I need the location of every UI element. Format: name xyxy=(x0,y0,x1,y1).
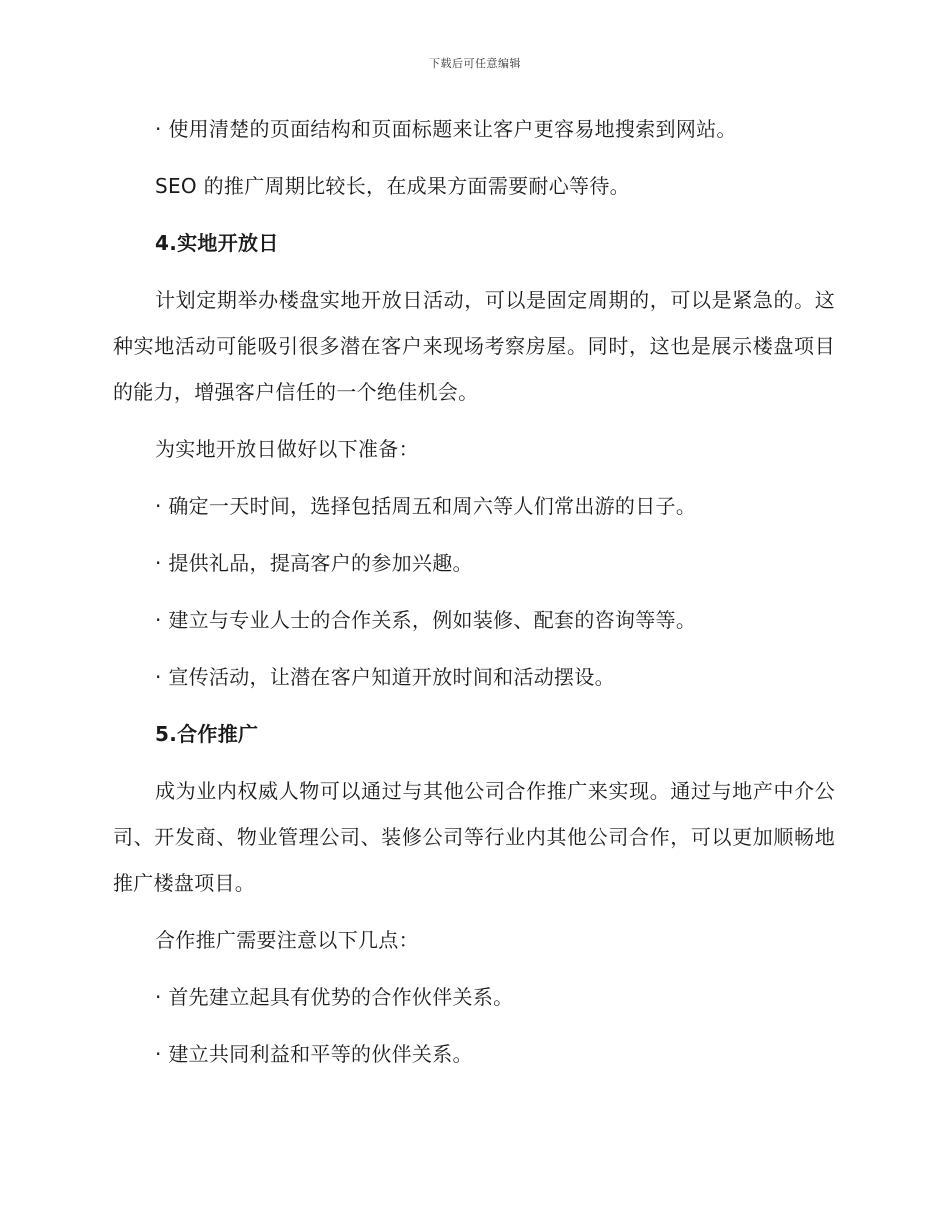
cooperation-item: · 建立共同利益和平等的伙伴关系。 xyxy=(155,1042,473,1066)
cooperation-paragraph: 成为业内权威人物可以通过与其他公司合作推广来实现。通过与地产中介公司、开发商、物业管理公司、装修公司等行业内其他公司合作，可以更加顺畅地推广楼盘项目。 xyxy=(113,779,835,895)
page-header: 下载后可任意编辑 xyxy=(429,57,521,70)
open-day-prep-item: · 宣传活动，让潜在客户知道开放时间和活动摆设。 xyxy=(155,665,615,689)
open-day-prep-item: · 提供礼品，提高客户的参加兴趣。 xyxy=(155,551,473,575)
open-day-prep-item: · 确定一天时间，选择包括周五和周六等人们常出游的日子。 xyxy=(155,494,697,518)
open-day-paragraph: 计划定期举办楼盘实地开放日活动，可以是固定周期的，可以是紧急的。这种实地活动可能吸引很多潜在客户来现场考察房屋。同时，这也是展示楼盘项目的能力，增强客户信任的一个绝佳机会。 xyxy=(113,288,835,404)
open-day-prep-intro: 为实地开放日做好以下准备： xyxy=(155,437,419,461)
seo-summary: SEO 的推广周期比较长，在成果方面需要耐心等待。 xyxy=(155,174,630,198)
bullet-seo-structure: · 使用清楚的页面结构和页面标题来让客户更容易地搜索到网站。 xyxy=(155,117,737,141)
section-heading-cooperation: 5.合作推广 xyxy=(155,722,259,746)
cooperation-item: · 首先建立起具有优势的合作伙伴关系。 xyxy=(155,985,514,1009)
open-day-prep-item: · 建立与专业人士的合作关系，例如装修、配套的咨询等等。 xyxy=(155,608,697,632)
cooperation-intro: 合作推广需要注意以下几点： xyxy=(155,928,419,952)
section-heading-open-day: 4.实地开放日 xyxy=(155,231,279,255)
